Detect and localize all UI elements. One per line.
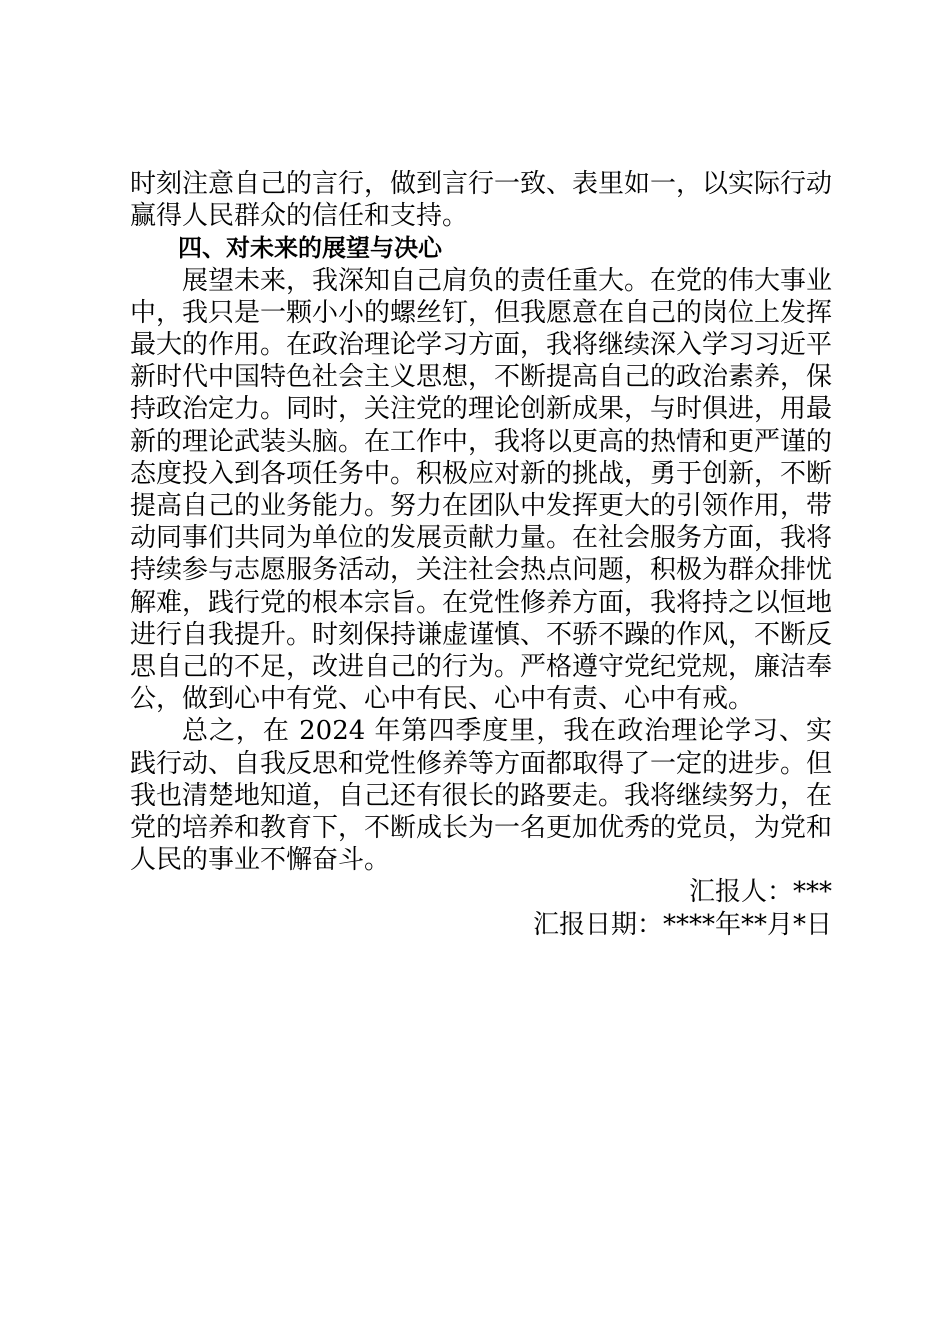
- reporter-signature: 汇报人：***: [688, 877, 832, 908]
- section-heading-future: 四、对未来的展望与决心: [178, 234, 442, 263]
- report-date: 汇报日期：****年**月*日: [532, 909, 832, 940]
- paragraph-continued: 时刻注意自己的言行，做到言行一致、表里如一，以实际行动赢得人民群众的信任和支持。: [130, 169, 833, 232]
- paragraph-summary: 总之，在 2024 年第四季度里，我在政治理论学习、实践行动、自我反思和党性修养等方面都取得了一定的进步。但我也清楚地知道，自己还有很长的路要走。我将继续努力，在党的培养和教育下，不断成长为一名更加优秀的党员，为党和人民的事业不懈奋斗。: [130, 716, 833, 876]
- paragraph-future-outlook: 展望未来，我深知自己肩负的责任重大。在党的伟大事业中，我只是一颗小小的螺丝钉，但我愿意在自己的岗位上发挥最大的作用。在政治理论学习方面，我将继续深入学习习近平新时代中国特色社会主义思想，不断提高自己的政治素养，保持政治定力。同时，关注党的理论创新成果，与时俱进，用最新的理论武装头脑。在工作中，我将以更高的热情和更严谨的态度投入到各项任务中。积极应对新的挑战，勇于创新，不断提高自己的业务能力。努力在团队中发挥更大的引领作用，带动同事们共同为单位的发展贡献力量。在社会服务方面，我将持续参与志愿服务活动，关注社会热点问题，积极为群众排忧解难，践行党的根本宗旨。在党性修养方面，我将持之以恒地进行自我提升。时刻保持谦虚谨慎、不骄不躁的作风，不断反思自己的不足，改进自己的行为。严格遵守党纪党规，廉洁奉公，做到心中有党、心中有民、心中有责、心中有戒。: [130, 265, 833, 715]
- document-body: [130, 168, 832, 941]
